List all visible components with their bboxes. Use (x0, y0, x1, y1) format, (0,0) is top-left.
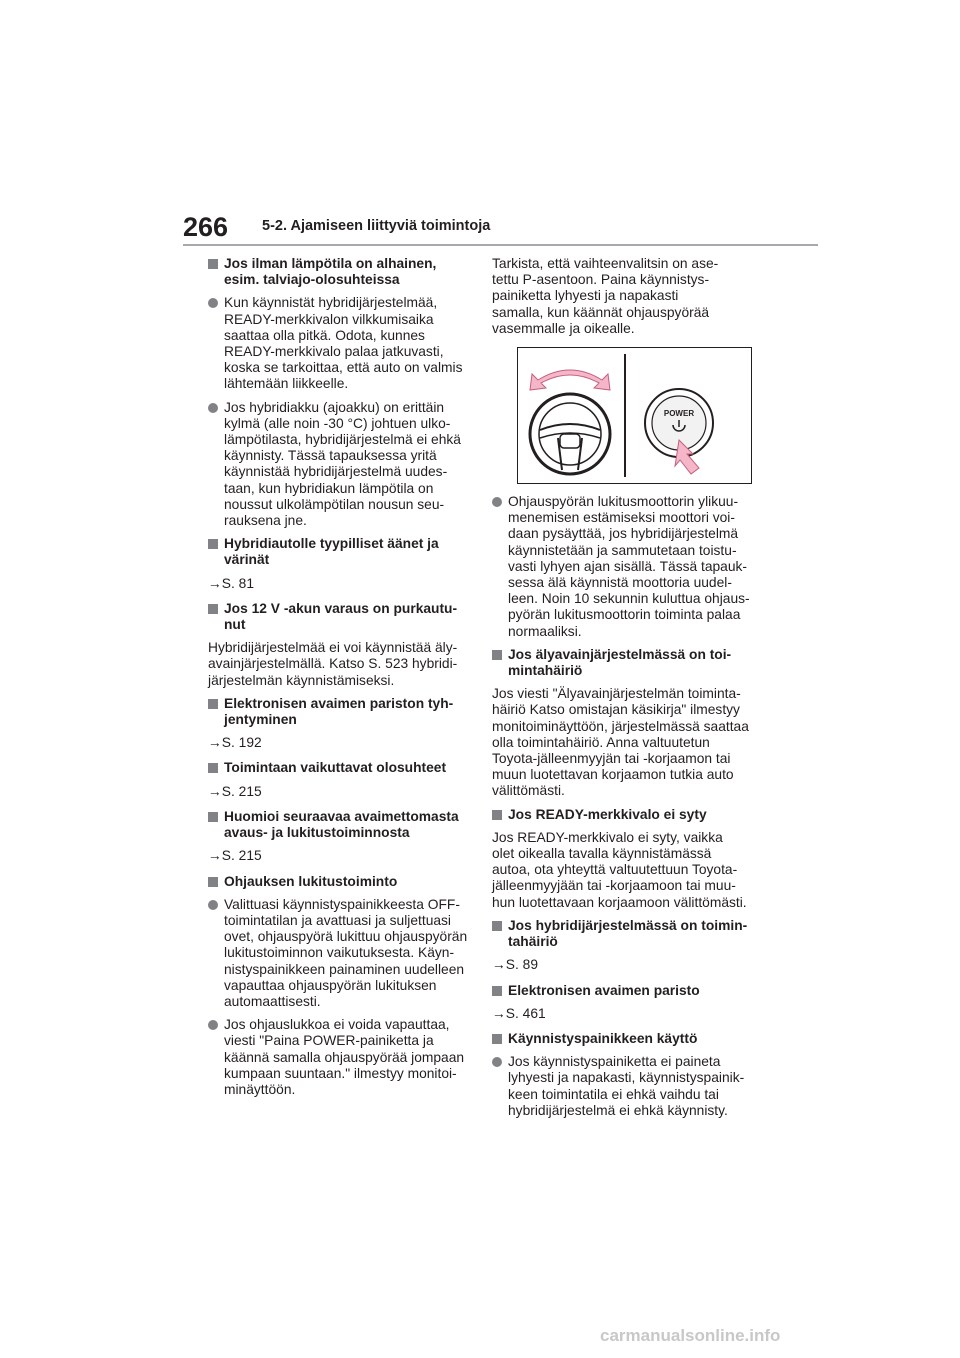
section-heading (208, 809, 468, 841)
text-line: hybridijärjestelmä ei ehkä käynnisty. (508, 1102, 728, 1118)
text-line: saattaa olla pitkä. Odota, kunnes (224, 327, 425, 343)
text-line: Jos READY-merkkivalo ei syty, vaikka (492, 829, 723, 845)
chapter-title: 5-2. Ajamiseen liittyviä toimintoja (262, 218, 491, 234)
text-line: →S. 215 (208, 848, 262, 864)
text-line: automaattisesti. (224, 993, 321, 1009)
text-line: Elektronisen avaimen pariston tyh- (224, 695, 454, 711)
text-line: READY-merkkivalon vilkkumisaika (224, 311, 434, 327)
figure-illustration (518, 348, 751, 483)
text-line: →S. 461 (492, 1005, 546, 1021)
text-line: Ohjauksen lukitustoiminto (224, 873, 398, 889)
text-line: jälleenmyyjään tai -korjaamoon tai muu- (492, 878, 736, 894)
text-line: taan, kun hybridiakun lämpötila on (224, 480, 434, 496)
text-line: →S. 81 (208, 575, 255, 591)
text-line: Jos hybridiakku (ajoakku) on erittäin (224, 399, 445, 415)
text-line: käynnistetään ja sammutetaan toistu- (508, 542, 737, 558)
text-line: mintahäiriö (508, 663, 583, 679)
text-line: värinät (224, 552, 270, 568)
page-reference (208, 848, 468, 864)
bullet-item (208, 295, 468, 392)
text-line: minäyttöön. (224, 1081, 296, 1097)
text-line: Huomioi seuraavaa avaimettomasta (224, 808, 459, 824)
text-line: pyörän lukitusmoottorin toiminta palaa (508, 607, 741, 623)
right-column-items (492, 494, 757, 1119)
paragraph (208, 640, 468, 689)
page-reference (208, 784, 468, 800)
text-line: Kun käynnistät hybridijärjestelmää, (224, 295, 438, 311)
text-line: Jos ilman lämpötila on alhainen, (224, 256, 437, 271)
header-rule (183, 244, 818, 246)
text-line: toimintatilan ja avattuasi ja suljettuasi (224, 912, 452, 928)
right-intro-paragraph (492, 256, 757, 337)
text-line: Jos älyavainjärjestelmässä on toi- (508, 646, 732, 662)
bullet-item (208, 1017, 468, 1098)
text-line: lyhyesti ja napakasti, käynnistyspainik- (508, 1070, 745, 1086)
text-line: leen. Noin 10 sekunnin kuluttua ohjaus- (508, 591, 750, 607)
text-line: lämpötilasta, hybridijärjestelmä ei ehkä (224, 432, 461, 448)
text-line: kylmä (alle noin -30 °C) johtuen ulko- (224, 415, 451, 431)
text-line: käännä samalla ohjauspyörää jompaan (224, 1049, 465, 1065)
page-number: 266 (183, 212, 229, 242)
text-line: järjestelmän käynnistämiseksi. (208, 672, 395, 688)
section-heading (492, 918, 757, 950)
text-line: Hybridiautolle tyypilliset äänet ja (224, 536, 439, 552)
text-line: keen toimintatila ei ehkä vaihdu tai (508, 1086, 719, 1102)
text-line: monitoiminäyttöön, järjestelmässä saattaa (492, 718, 749, 734)
bullet-item (208, 897, 468, 1010)
text-line: vasti lyhyen ajan sisällä. Tässä tapauk- (508, 558, 748, 574)
text-line: muun luotettavan korjaamon tutkia auto (492, 767, 734, 783)
text-line: Elektronisen avaimen paristo (508, 982, 700, 998)
section-heading (208, 601, 468, 633)
text-line: avaus- ja lukitustoiminnosta (224, 825, 410, 841)
text-line: välittömästi. (492, 783, 565, 799)
text-line: olet oikealla tavalla käynnistämässä (492, 846, 712, 862)
bullet-item (492, 1054, 757, 1119)
text-line: rauksena jne. (224, 513, 307, 529)
text-line: Hybridijärjestelmää ei voi käynnistää äly- (208, 640, 458, 656)
text-line: hun luotettavaan korjaamoon välittömästi. (492, 894, 747, 910)
text-line: Jos 12 V -akun varaus on purkautu- (224, 600, 458, 616)
text-line: olla toimintahäiriö. Anna valtuutetun (492, 734, 710, 750)
section-heading (492, 807, 757, 823)
text-line: tettu P-asentoon. Paina käynnistys- (492, 272, 710, 288)
text-line: Tarkista, että vaihteenvalitsin on ase- (492, 256, 719, 271)
page-reference (208, 735, 468, 751)
text-line: Jos viesti "Älyavainjärjestelmän toiminta- (492, 686, 741, 702)
text-line: koska se tarkoittaa, että auto on valmis (224, 360, 463, 376)
text-line: vasemmalle ja oikealle. (492, 320, 635, 336)
paragraph (492, 830, 757, 911)
text-line: daan pysäyttää, jos hybridijärjestelmä (508, 526, 739, 542)
text-line: autoa, ota yhteyttä valtuutettuun Toyota- (492, 862, 738, 878)
text-line: käynnistää hybridijärjestelmä uudes- (224, 464, 448, 480)
text-line: nistyspainikkeen painaminen uudelleen (224, 961, 465, 977)
text-line: kumpaan suuntaan." ilmestyy monitoi- (224, 1065, 457, 1081)
text-line: Jos READY-merkkivalo ei syty (508, 806, 707, 822)
text-line: samalla, kun käännät ohjauspyörää (492, 304, 710, 320)
text-line: →S. 192 (208, 735, 262, 751)
text-line: Käynnistyspainikkeen käyttö (508, 1030, 698, 1046)
left-column (208, 256, 468, 1105)
section-heading (492, 647, 757, 679)
text-line: Jos käynnistyspainiketta ei paineta (508, 1054, 721, 1070)
steering-wheel-icon (530, 394, 610, 474)
text-line: esim. talviajo-olosuhteissa (224, 272, 400, 288)
steering-power-figure (517, 347, 752, 484)
page-reference (492, 957, 757, 973)
text-line: häiriö Katso omistajan käsikirja" ilmestyy (492, 702, 740, 718)
power-label: POWER (663, 409, 695, 419)
text-line: lähtemään liikkeelle. (224, 376, 349, 392)
section-heading (208, 696, 468, 728)
text-line: normaaliksi. (508, 623, 582, 639)
text-line: Toyota-jälleenmyyjän tai -korjaamon tai (492, 751, 731, 767)
text-line: Jos hybridijärjestelmässä on toimin- (508, 917, 748, 933)
footer-watermark: carmanualsonline.info (600, 1326, 781, 1345)
text-line: →S. 215 (208, 783, 262, 799)
section-heading (208, 760, 468, 776)
section-heading (492, 983, 757, 999)
text-line: painiketta lyhyesti ja napakasti (492, 288, 679, 304)
text-line: jentyminen (224, 712, 297, 728)
text-line: vapauttaa ohjauspyörän lukituksen (224, 977, 437, 993)
text-line: READY-merkkivalo palaa jatkuvasti, (224, 344, 444, 360)
text-line: →S. 89 (492, 957, 539, 973)
text-line: Ohjauspyörän lukitusmoottorin ylikuu- (508, 494, 739, 510)
text-line: sessa älä käynnistä moottoria uudel- (508, 575, 732, 591)
text-line: menemisen estämiseksi moottori voi- (508, 510, 735, 526)
text-line: käynnisty. Tässä tapauksessa yritä (224, 448, 437, 464)
paragraph (492, 686, 757, 799)
text-line: nut (224, 617, 246, 633)
section-heading (492, 1031, 757, 1047)
text-line: Valittuasi käynnistyspainikkeesta OFF- (224, 896, 460, 912)
text-line: Toimintaan vaikuttavat olosuhteet (224, 760, 447, 776)
page-reference (208, 576, 468, 592)
section-heading (208, 256, 468, 288)
rotate-arrow-icon (530, 370, 610, 390)
right-column (492, 256, 757, 1126)
section-heading (208, 536, 468, 568)
page-reference (492, 1006, 757, 1022)
text-line: noussut ulkolämpötilan nousun seu- (224, 496, 445, 512)
bullet-item (492, 494, 757, 640)
bullet-item (208, 400, 468, 530)
text-line: lukitustoiminnon vaikutuksesta. Käyn- (224, 945, 455, 961)
text-line: ovet, ohjauspyörä lukittuu ohjauspyörän (224, 929, 468, 945)
section-heading (208, 874, 468, 890)
text-line: avainjärjestelmällä. Katso S. 523 hybridi- (208, 656, 458, 672)
text-line: tahäiriö (508, 934, 558, 950)
text-line: viesti "Paina POWER-painiketta ja (224, 1033, 434, 1049)
text-line: Jos ohjauslukkoa ei voida vapauttaa, (224, 1017, 450, 1033)
